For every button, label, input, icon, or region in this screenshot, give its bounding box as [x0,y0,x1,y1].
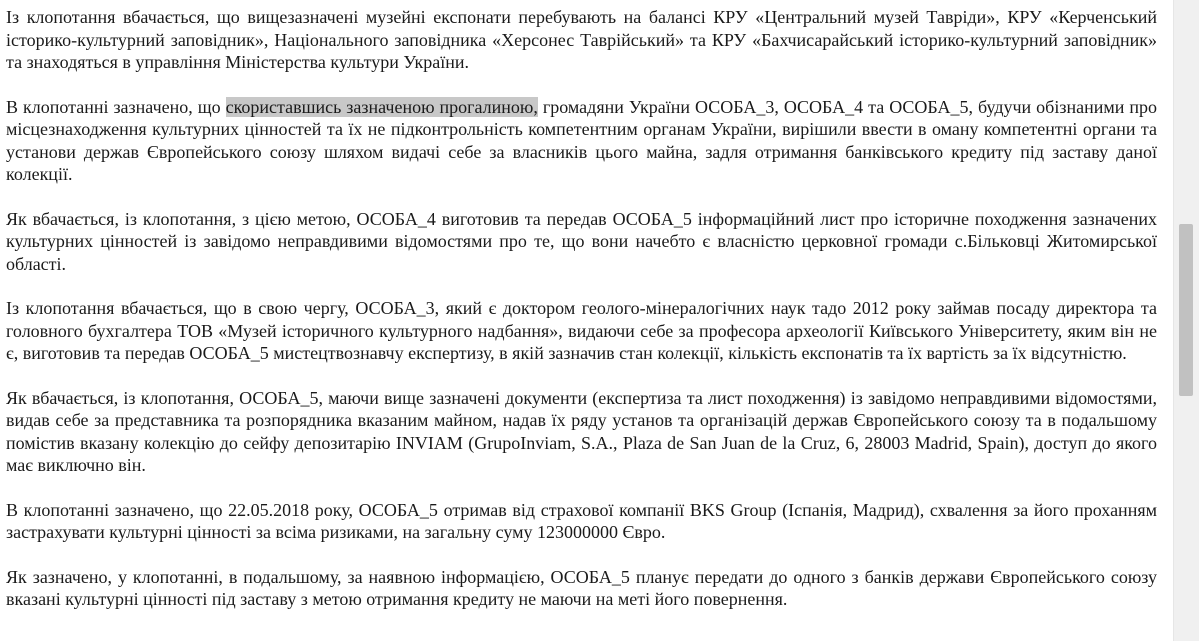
paragraph-1: Із клопотання вбачається, що вищезазначені музейні експонати перебувають на балансі КРУ «Центральний музей Тавріди», КРУ «Керченський історико-культурний заповідник», Національного заповідника «Херсонес Таврійський» та КРУ «Бахчисарайський історико-культурний заповідник» та знаходяться в управління Міністерства культури України. [6,7,1157,72]
document-body [6,6,1157,633]
scrollbar-thumb[interactable] [1179,224,1193,396]
paragraph-2-rest: громадяни України ОСОБА_3, ОСОБА_4 та ОСОБА_5, будучи обізнаними про місцезнаходження культурних цінностей та їх не підконтрольність компетентним органам України, вирішили ввести в оману компетентні органи та установи держав Європейського союзу шляхом видачі себе за власників цього майна, задля отримання банківського кредиту під заставу даної колекції. [6,96,1157,184]
paragraph-5: Як вбачається, із клопотання, ОСОБА_5, маючи вище зазначені документи (експертиза та лист походження) із завідомо неправдивими відомостями, видав себе за представника та розпорядника вказаним майном, надав їх ряду установ та організацій держав Європейського союзу та в подальшому помістив вказану колекцію до сейфу депозитарію INVIAM (GrupoInviam, S.A., Plaza de San Juan de la Cruz, 6, 28003 Madrid, Spain), доступ до якого має виключно він. [6,387,1157,475]
vertical-scrollbar[interactable] [1173,0,1199,641]
paragraph-2 [6,96,1157,186]
paragraph-2-start: В клопотанні зазначено, що [6,96,226,117]
paragraph-6: В клопотанні зазначено, що 22.05.2018 року, ОСОБА_5 отримав від страхової компанії BKS Group (Іспанія, Мадрид), схвалення за його проханням застрахувати культурні цінності за всіма ризиками, на загальну суму 123000000 Євро. [6,499,1157,542]
paragraph-7: Як зазначено, у клопотанні, в подальшому, за наявною інформацією, ОСОБА_5 планує передати до одного з банків держави Європейського союзу вказані культурні цінності під заставу з метою отримання кредиту не маючи на меті його повернення. [6,566,1157,609]
paragraph-4: Із клопотання вбачається, що в свою чергу, ОСОБА_3, який є доктором геолого-мінералогічних наук тадо 2012 року займав посаду директора та головного бухгалтера ТОВ «Музей історичного культурного надбання», видаючи себе за професора археології Київського Університету, яким він не є, виготовив та передав ОСОБА_5 мистецтвознавчу експертизу, в якій зазначив стан колекції, кількість експонатів та їх вартість за їх відсутністю. [6,298,1157,363]
highlighted-selection: скориставшись зазначеною прогалиною, [225,96,538,117]
paragraph-3: Як вбачається, із клопотання, з цією метою, ОСОБА_4 виготовив та передав ОСОБА_5 інформаційний лист про історичне походження зазначених культурних цінностей із завідомо неправдивими відомостями про те, що вони начебто є власністю церковної громади с.Більковці Житомирської області. [6,208,1157,274]
